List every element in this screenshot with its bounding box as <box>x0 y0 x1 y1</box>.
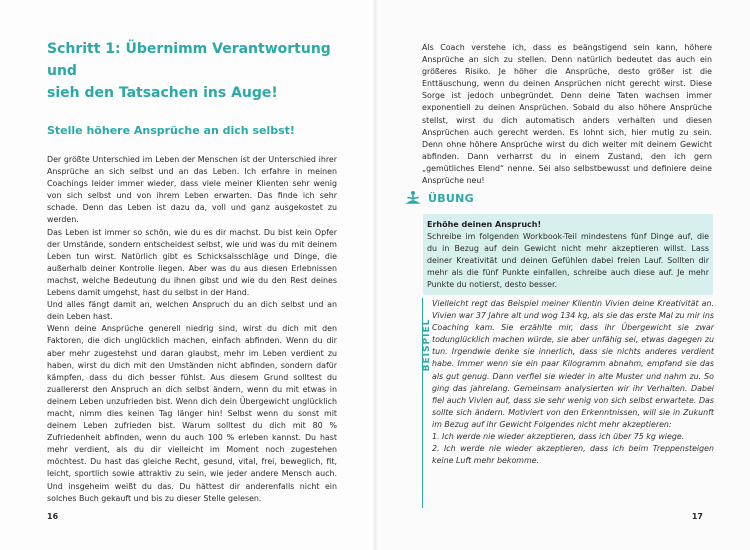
paragraph: Das Leben ist immer so schön, wie du es dir machst. Du bist kein Opfer der Umstände, sondern entscheidest selbst, wie und was du mit deinem Leben tun wirst. Natürlich gibt es Schicksalsschläge und Dinge, die außerhalb deiner Kontrolle liegen. Aber was du aus diesen Erlebnissen machst, welche Bedeutung du ihnen gibst und wie du den Rest deines Lebens damit umgehst, hast du selbst in der Hand. <box>47 227 337 298</box>
page-number-left: 16 <box>47 512 59 521</box>
exercise-text: Schreibe im folgenden Workbook-Teil mindestens fünf Dinge auf, die du in Bezug auf dein Gewicht nicht mehr akzeptieren willst. Lass deiner Kreativität und deinen Gefühlen dabei freien Lauf. Sollten dir mehr als die fünf Punkte einfallen, schreibe auch diese auf. Je mehr Punkte du notierst, desto besser. <box>427 232 709 290</box>
paragraph: Wenn deine Ansprüche generell niedrig sind, wirst du dich mit den Faktoren, die dich unglücklich machen, einfach abfinden. Wenn du dir aber mehr zugestehst und daran glaubst, mehr im Leben verdient zu haben, wirst du dich mit den Umständen nicht abfinden, sondern dafür kämpfen, dass du dich besser fühlst. Aus diesem Grund solltest du zuallererst den Anspruch an dich selbst ändern, wenn du mit etwas in deinem Leben unzufrieden bist. Wenn dich dein Übergewicht unglücklich macht, nimm dies keinen Tag länger hin! Selbst wenn du sonst mit deinem Leben zufrieden bist. Warum solltest du dich mit 80 % Zufriedenheit abfinden, wenn du auch 100 % erleben kannst. Du hast mehr verdient, als du dir vielleicht im Moment noch zugestehen möchtest. Du hast das gleiche Recht, gesund, vital, frei, beweglich, fit, leicht, sportlich sowie attraktiv zu sein, wie jeder andere Mensch auch. Und insgeheim weißt du das. Du hättest dir anderenfalls nicht ein solches Buch gekauft und bis zu dieser Stelle gelesen. <box>47 324 337 503</box>
example-label: BEISPIEL <box>422 318 432 372</box>
paragraph: Der größte Unterschied im Leben der Menschen ist der Unterschied ihrer Ansprüche an sich selbst und an das Leben. Ich erfahre in meinen Coachings leider immer wieder, dass viele meiner Klienten sehr wenig von sich selbst und von ihrem Leben erwarten. Das finde ich sehr schade. Denn das Leben ist dazu da, voll und ganz ausgekostet zu werden. <box>47 155 337 225</box>
example-paragraph: Vielleicht regt das Beispiel meiner Klientin Vivien deine Kreativität an. Vivien war 37 Jahre alt und wog 134 kg, als sie das erste Mal zu mir ins Coaching kam. Sie erzählte mir, dass ihr Übergewicht sie zwar todunglücklich machen würde, sie aber unfähig sei, etwas dagegen zu tun. Irgendwie denke sie innerlich, dass sie nichts anderes verdient habe. Immer wenn sie ein paar Kilogramm abnahm, empfand sie das als gut genug. Dann verfiel sie wieder in alte Muster und nahm zu. So ging das jahrelang. Gemeinsam analysierten wir ihr Verhalten. Dabei fiel auch Vivien auf, dass sie sehr wenig von sich selbst erwartete. Das sollte sich ändern. Motiviert von den Erkenntnissen, will sie in Zukunft im Bezug auf ihr Gewicht Folgendes nicht mehr akzeptieren: <box>432 299 714 429</box>
exercise-header <box>405 188 715 208</box>
exercise-box <box>405 188 715 295</box>
left-body-text <box>47 154 337 505</box>
chapter-title-line-2: sieh den Tatsachen ins Auge! <box>47 85 278 101</box>
section-title: Stelle höhere Ansprüche an dich selbst! <box>47 124 295 137</box>
paragraph: Und alles fängt damit an, welchen Anspruch du an dich selbst und an dein Leben hast. <box>47 300 337 322</box>
exercise-content <box>423 214 713 295</box>
example-item: 2. Ich werde nie wieder akzeptieren, dass ich beim Treppensteigen keine Luft mehr bekomme. <box>432 444 714 466</box>
example-text <box>432 298 714 467</box>
example-item: 1. Ich werde nie wieder akzeptieren, dass ich über 75 kg wiege. <box>432 432 685 442</box>
meditation-icon <box>405 190 421 206</box>
right-page <box>375 0 750 550</box>
exercise-subtitle: Erhöhe deinen Anspruch! <box>427 220 542 229</box>
page-number-right: 17 <box>691 512 703 521</box>
paragraph: Als Coach verstehe ich, dass es beängstigend sein kann, höhere Ansprüche an sich zu stellen. Denn natürlich bedeutet das auch ein größeres Risiko. Je höher die Ansprüche, desto größer ist die Enttäuschung, wenn du deinen Ansprüchen nicht gerecht wirst. Diese Sorge ist jedoch unbegründet. Denn deine Taten wachsen immer exponentiell zu deinen Ansprüchen. Sobald du also höhere Ansprüche stellst, wirst du dich automatisch anders verhalten und diesen Ansprüchen auch gerecht werden. Es lohnt sich, hier mutig zu sein. Denn ohne höhere Ansprüche wirst du dich weiter mit deinem Gewicht abfinden. Dann verharrst du in einem Zustand, den ich gern „gemütliches Elend“ nenne. Sei also selbstbewusst und definiere deine Ansprüche neu! <box>422 43 712 186</box>
right-intro-text <box>422 42 712 187</box>
book-gutter <box>372 0 378 550</box>
example-section <box>422 298 714 518</box>
exercise-label: ÜBUNG <box>428 191 474 205</box>
chapter-title-line-1: Schritt 1: Übernimm Verantwortung und <box>47 41 331 79</box>
chapter-title <box>47 38 347 104</box>
